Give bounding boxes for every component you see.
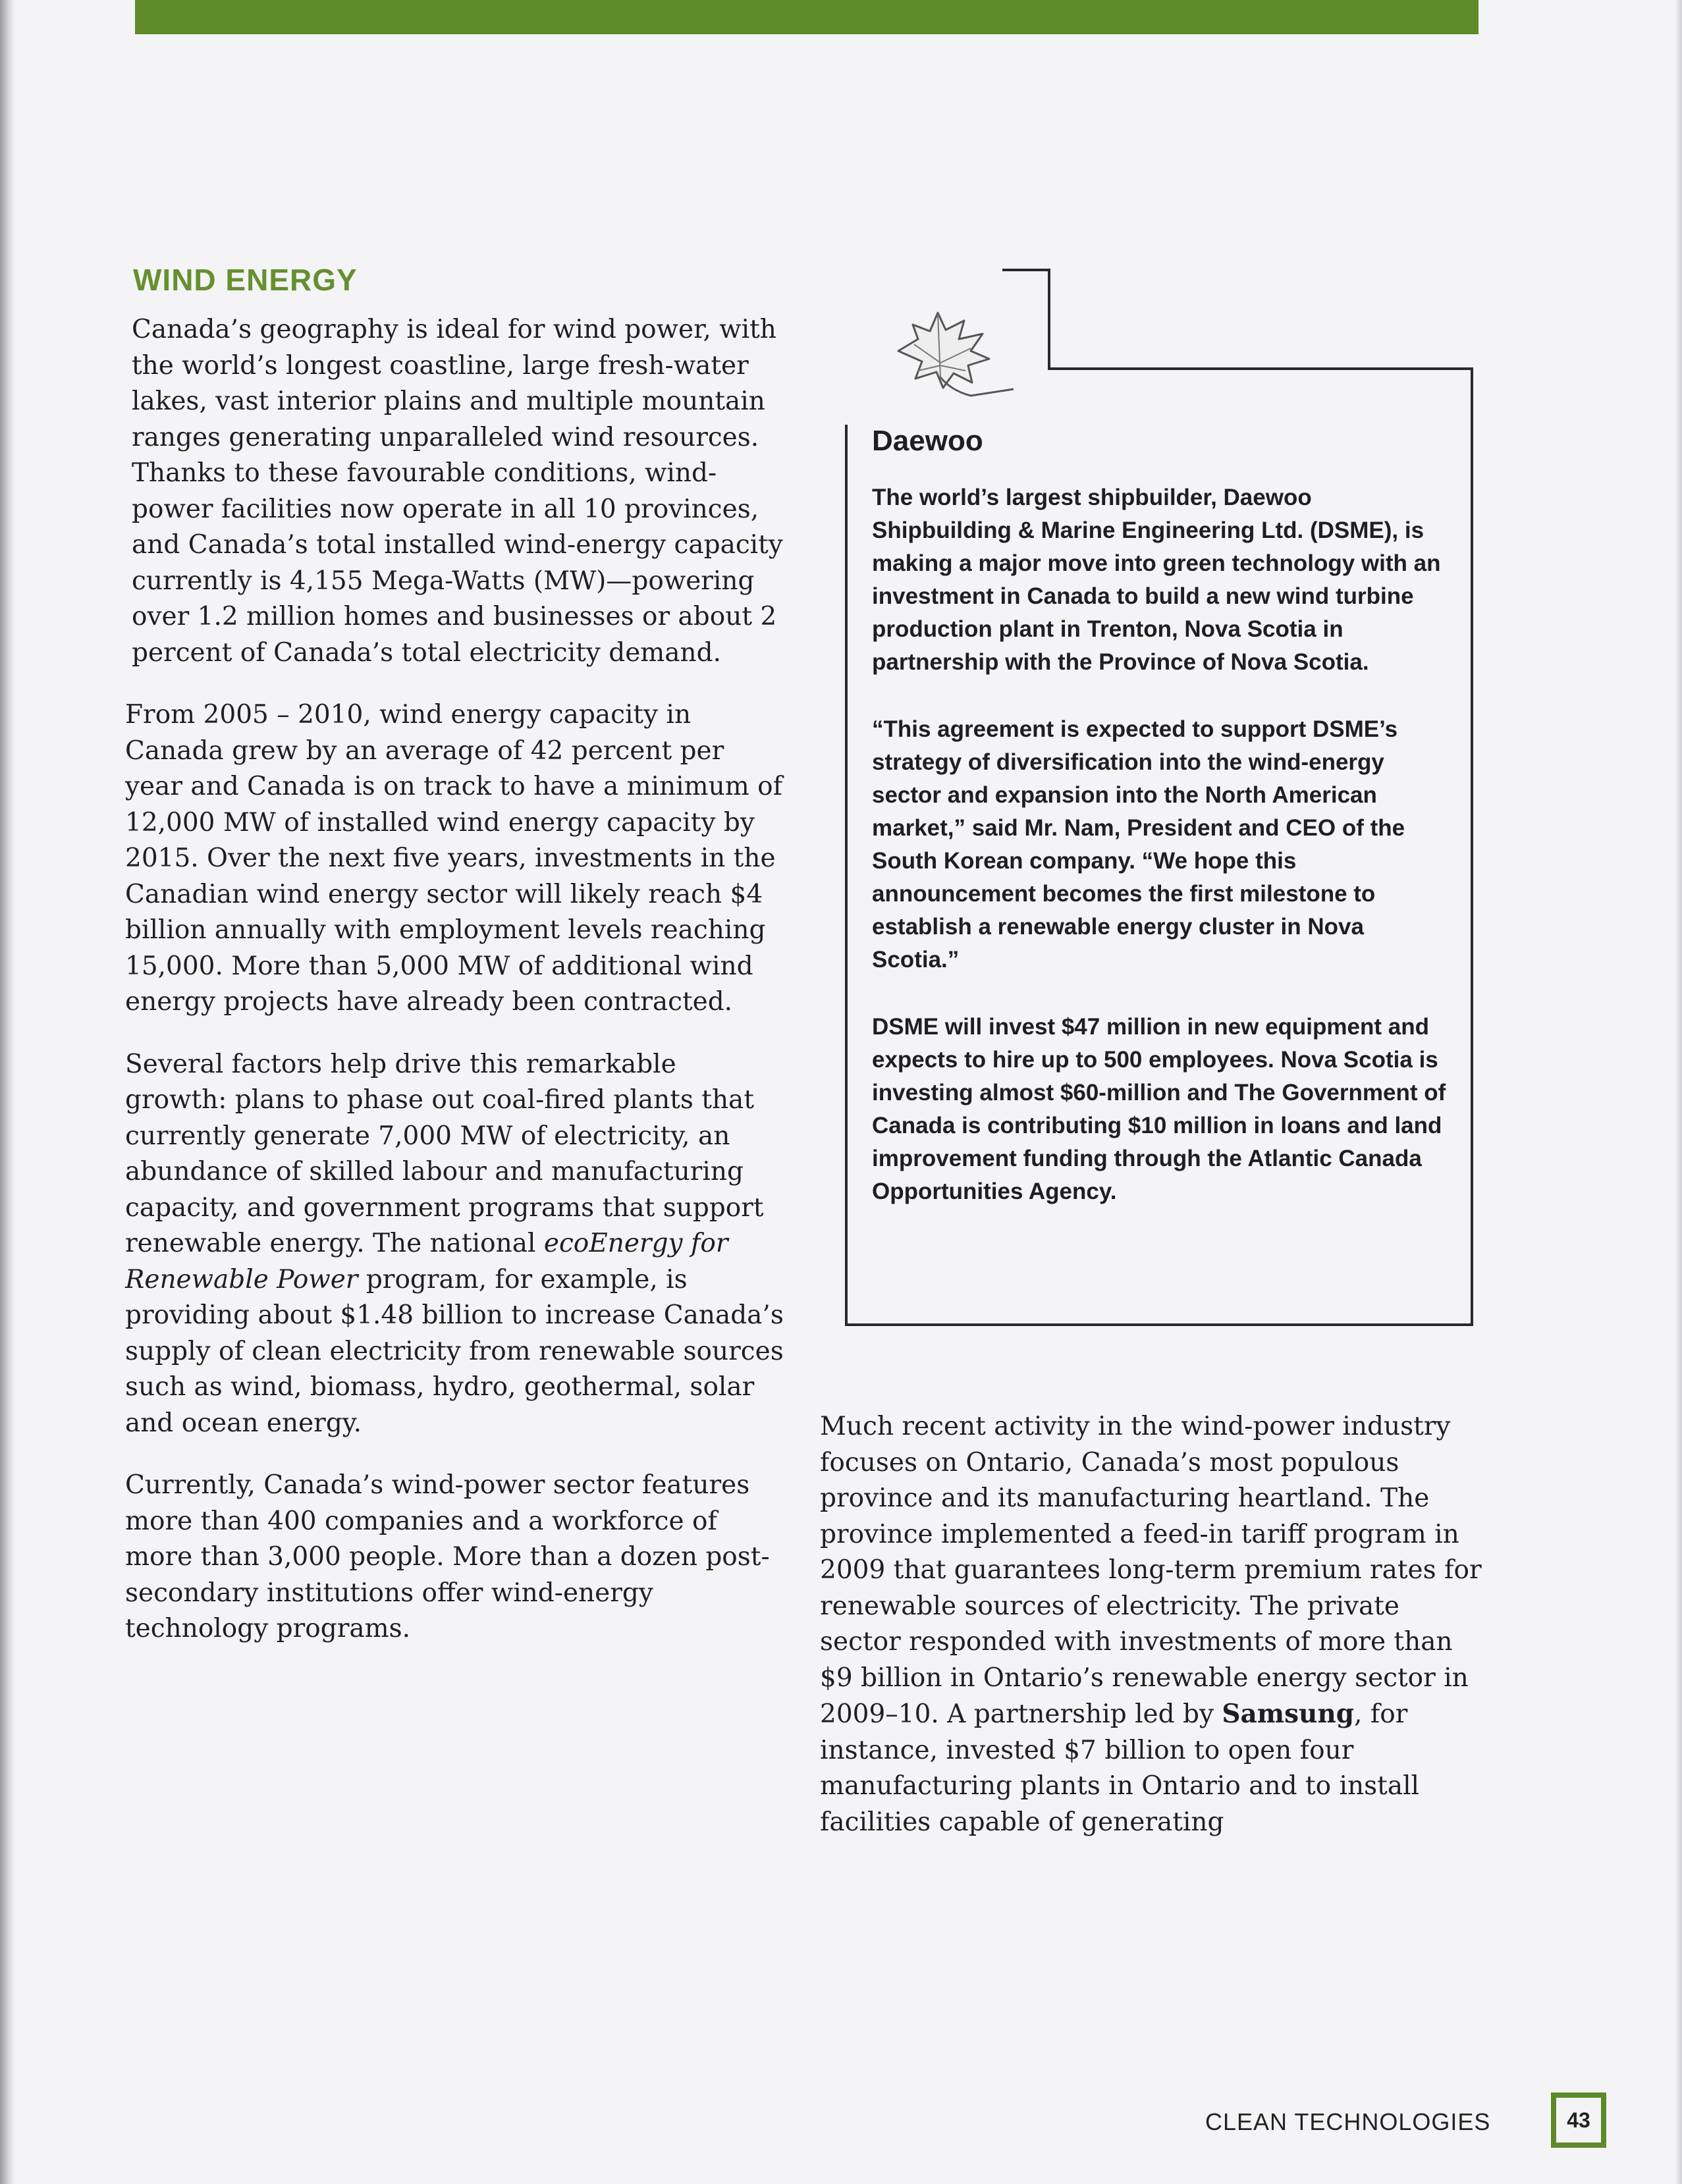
ontario-column bbox=[820, 1409, 1488, 1867]
factors-text-before: Several factors help drive this remarkable growth: plans to phase out coal-fired plants that currently generate 7,000 MW of electricity, an abundance of skilled labour and manufacturing capacity, and government programs that support renewable energy. The national bbox=[125, 1049, 764, 1258]
sidebar-paragraph-3: DSME will invest $47 million in new equipment and expects to hire up to 500 employees. Nova Scotia is investing almost $60-million and The Government of Canada is contributing $10 million in loans and land improvement funding through the Atlantic Canada Opportunities Agency. bbox=[872, 1014, 1446, 1204]
paragraph-ontario bbox=[820, 1409, 1488, 1840]
page-right-edge bbox=[1675, 0, 1682, 2184]
paragraph-intro: Canada’s geography is ideal for wind power, with the world’s longest coastline, large fresh-water lakes, vast interior plains and multiple mountain ranges generating unparalleled wind resources. Thanks to these favourable conditions, wind-power facilities now operate in all 10 provinces, and Canada’s total installed wind-energy capacity currently is 4,155 Mega-Watts (MW)—powering over 1.2 million homes and businesses or about 2 percent of Canada’s total electricity demand. bbox=[132, 315, 783, 668]
ontario-text-before: Much recent activity in the wind-power industry focuses on Ontario, Canada’s most populous province and its manufacturing heartland. The province implemented a feed-in tariff program in 2009 that guarantees long-term premium rates for renewable sources of electricity. The private sector responded with investments of more than $9 billion in Ontario’s renewable energy sector in 2009–10. A partnership led by bbox=[820, 1412, 1482, 1729]
factors-text-after: program, for example, is providing about $1.48 billion to increase Canada’s supply of clean electricity from renewable sources such as wind, biomass, hydro, geothermal, solar and ocean energy. bbox=[125, 1264, 784, 1438]
paragraph-factors bbox=[125, 1047, 784, 1442]
paragraph-growth: From 2005 – 2010, wind energy capacity in Canada grew by an average of 42 percent per year and Canada is on track to have a minimum of 12,000 MW of installed wind energy capacity by 2015. Over the next five years, investments in the Canadian wind energy sector will likely reach $4 billion annually with employment levels reaching 15,000. More than 5,000 MW of additional wind energy projects have already been contracted. bbox=[125, 700, 783, 1017]
section-heading: WIND ENERGY bbox=[133, 263, 358, 297]
page-number: 43 bbox=[1551, 2092, 1606, 2148]
footer-section-label: CLEAN TECHNOLOGIES bbox=[1205, 2108, 1491, 2135]
sidebar-title: Daewoo bbox=[872, 425, 983, 457]
sidebar-paragraph-1: The world’s largest shipbuilder, Daewoo Shipbuilding & Marine Engineering Ltd. (DSME), is making a major move into green technology with an investment in Canada to build a new wind turbine production plant in Trenton, Nova Scotia in partnership with the Province of Nova Scotia. bbox=[872, 485, 1441, 675]
header-accent-bar bbox=[135, 0, 1479, 34]
company-name: Samsung bbox=[1222, 1699, 1355, 1729]
wind-energy-column bbox=[125, 262, 784, 1674]
page-binding-edge bbox=[0, 0, 14, 2184]
daewoo-sidebar bbox=[844, 267, 1475, 1328]
program-name: ecoEnergy for Renewable Power bbox=[125, 1229, 728, 1294]
paragraph-current: Currently, Canada’s wind-power sector features more than 400 companies and a workforce of more than 3,000 people. More than a dozen post-secondary institutions offer wind-energy technology programs. bbox=[125, 1470, 770, 1643]
ontario-text-after: , for instance, invested $7 billion to open four manufacturing plants in Ontario and to install facilities capable of generating bbox=[820, 1699, 1420, 1837]
maple-leaf-icon bbox=[872, 305, 1023, 410]
sidebar-paragraph-quote: “This agreement is expected to support DSME’s strategy of diversification into the wind-energy sector and expansion into the North American market,” said Mr. Nam, President and CEO of the South Korean company. “We hope this announcement becomes the first milestone to establish a renewable energy cluster in Nova Scotia.” bbox=[872, 716, 1405, 972]
sidebar-content bbox=[872, 425, 1451, 1242]
